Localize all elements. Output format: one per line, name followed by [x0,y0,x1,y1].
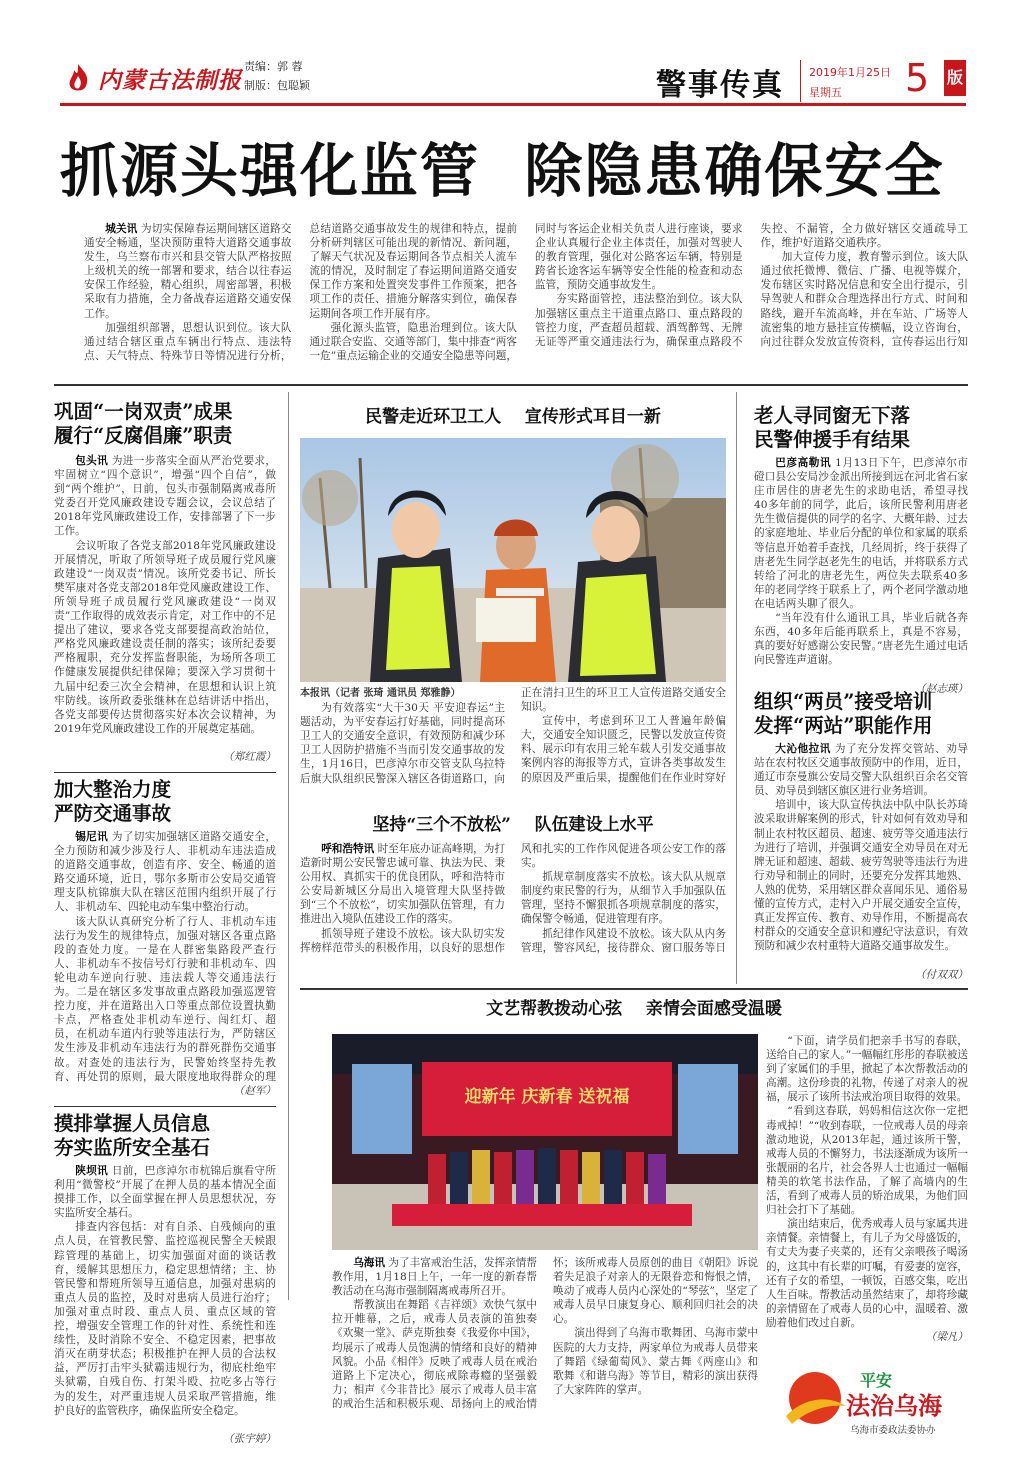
section-divider [54,772,276,773]
article-dalaite [754,690,968,982]
section-divider [54,1106,276,1107]
lead-paragraph: 夯实路面管控，违法整治到位。该大队加强辖区重点主干道重点路口、重点路段的管控力度，严查超员超载、酒驾醉驾、无牌无证等严重交通违法行为，确保重点路段不失控、不漏管，全力做好辖区交通疏导工作，维护好道路交通秩序。 [535,223,968,348]
page-number: 5 [905,56,930,100]
logo-text: 内蒙古法制报 [98,67,242,94]
lead-article [84,222,968,374]
byline: 城关讯 [105,223,138,235]
article-body: 陕坝讯 日前，巴彦淖尔市杭锦后旗看守所利用“微警校”开展了在押人员的基本情况全面摸排工作，以全面掌握在押人员思想状况，夯实监所安全基石。 排查内容包括：对有自杀、自残倾向的重点人员，在管教民警、监控巡视民警全天候跟踪管理的基础上，切实加强面对面的谈话教育，缓解其思想压力，稳定思想情绪；主、协管民警和帮班所领导互通信息，加强对患病的重点人员的监控，及时对患病人员进行治疗；加强对重点时段、重点人员、重点区域的管控，增强安全管理工作的针对性、系统性和连续性，及时消除不安全、不稳定因素，把事故消灭在萌芽状态；积极推护在押人员的合法权益，严厉打击牢头狱霸违规行为，彻底杜绝牢头狱霸，自残自伤、打架斗殴、拉吃多占等行为的发生，对严重违规人员采取严管措施，维护良好的监管秩序，确保监所安全稳定。 [54,1165,276,1417]
photo-illustration [332,1034,758,1250]
newspaper-logo [62,58,242,98]
article-baotou [54,400,276,764]
ping-an-wuhai-logo [780,1364,968,1454]
article-title-line1: 加大整治力度 [54,778,172,801]
byline: 呼和浩特讯 [321,843,375,855]
masthead [0,0,1024,110]
layout-line: 制版：包聪颖 [244,79,310,92]
photo-police-and-sanitation-worker [300,438,726,682]
article-sanitation-body: 本报讯（记者 张琦 通讯员 郑雅静） 为有效落实“大干30天 平安迎春运”主题活动，为平安春运打好基础，同时提高环卫工人的交通安全意识，有效预防和减少环卫工人因防护措施不当而引发交通事故的发生，1月16日，巴彦淖尔市交管支队乌拉特后旗大队组织民警深入辖区各街道路口，向正在清扫卫生的环卫工人宣传道路交通安全知识。 宣传中，考虑到环卫工人普遍年龄偏大，交通安全知识匮乏，民警以发放宣传资料、展示印有农用三轮车载人引发交通事故案例内容的海报等方式，宣讲各类事故发生的原因及严重后果，提醒他们在作业时穿好 [300,687,726,785]
article-wuhai-title: 文艺帮教拨动心弦 亲情会面感受温暖 [486,999,782,1019]
photo-illustration [300,438,726,682]
logo-sub: 乌海市委政法委协办 [850,1425,936,1436]
lead-paragraph: 城关讯 为切实保障春运期间辖区道路交通安全畅通，坚决预防重特大道路交通事故发生，乌兰察布市兴和县交管大队严格按照上级机关的统一部署和要求，结合以往春运安保工作经验，精心组织，周密部署，积极采取有力措施，全力备战春运道路交通安保工作。 [84,223,292,320]
article-title-line1: 摸排掌握人员信息 [54,1112,211,1135]
section-title: 警事传真 [656,68,784,103]
logo-line1: 平安 [860,1371,893,1390]
article-body: 大沁他拉讯 为了充分发挥交管站、劝导站在农村牧区交通事故预防中的作用，近日，通辽市奈曼旗公安局交警大队组织百余名交管员、劝导员到辖区旗区进行业务培训。 培训中，该大队宣传执法中队中队长苏琦波采取讲解案例的形式，针对如何有效劝导和制止农村牧区超员、超速、疲劳等交通违法行为进行了培训，并强调交通安全劝导员在对无牌无证和超速、超载、疲劳驾驶等违法行为进行劝导和制止的同时，还要充分发挥其地熟、人熟的优势，采用辖区群众喜闻乐见、通俗易懂的宣传方式，走村入户开展交通安全宣传，真正发挥宣传、教育、劝导作用，不断提高农村群众的交通安全意识和遵纪守法意识，有效预防和减少农村重特大道路交通事故发生。 [754,743,968,953]
column-divider [288,392,289,1300]
masthead-rule [60,103,966,106]
byline: 乌海讯 [353,1257,386,1269]
article-title-line1: 老人寻同窗无下落 [754,404,911,427]
byline: 大沁他拉讯 [775,743,831,755]
signature: （梁凡） [925,1330,968,1343]
section-divider [300,988,968,990]
article-wuhai-body: 乌海讯 为了丰富戒治生活，发挥亲情帮教作用，1月18日上午，一年一度的新春帮教活动在乌海市强制隔离戒毒所召开。 帮教演出在舞蹈《吉祥颂》欢快气氛中拉开帷幕，之后，戒毒人员表演的笛独奏《欢聚一堂》、萨克斯独奏《我爱你中国》，均展示了戒毒人员饱满的情绪和良好的精神风貌。小品《相伴》反映了戒毒人员在戒治道路上下定决心，彻底戒除毒瘾的坚强毅力；相声《今非昔比》展示了戒毒人员丰富的戒治生活和积极乐观、昂扬向上的戒治情怀；该所戒毒人员原创的曲目《朝阳》诉说着失足浪子对亲人的无限眷恋和悔恨之情，唤动了戒毒人员内心深处的“琴弦”，坚定了戒毒人员早日康复身心、顺利回归社会的决心。 演出得到了乌海市歌舞团、乌海市蒙中医院的大力支持，两家单位为戒毒人员带来了舞蹈《绿葡萄风》、蒙古舞《两座山》和歌舞《和谐乌海》等节目，精彩的演出获得了大家阵阵的掌声。 [332,1257,758,1410]
lead-paragraph: 强化源头监管，隐患治理到位。该大队通过联合安监、交通等部门，集中排查“两客一危”重点运输企业的交通安全隐患等问题，同时与客运企业相关负责人进行座谈，要求企业认真履行企业主体责任，加强对驾驶人的教育管理，强化对公路客运车辆，特别是跨省长途客运车辆等安全性能的检查和动态监管，预防交通事故发生。 [309,223,743,362]
signature: （赵军） [233,1085,276,1097]
stage-banner-text: 迎新年 庆新春 送祝福 [464,1087,630,1107]
lead-paragraph: 加强组织部署，思想认识到位。该大队通过结合辖区重点车辆出行特点、违法特点、天气特点、特殊节日等情况进行分析，总结道路交通事故发生的规律和特点，提前分析研判辖区可能出现的新情况、新问题，了解天气状况及春运期间各节点相关人流车流的情况，及时制定了春运期间道路交通安保工作方案和处置突发事件工作预案，把各项工作的责任、措施分解落实到位，确保春运期间各项工作开展有序。 [84,223,517,362]
section-divider [54,384,968,386]
article-title-line2: 履行“反腐倡廉”职责 [54,424,233,447]
byline: 锡尼讯 [75,831,109,843]
byline: 陕坝讯 [75,1165,109,1177]
article-wuhai-body-continued: “下面，请学员们把亲手书写的春联，送给自己的家人。”一幅幅红彤彤的春联被送到了家属们的手里，掀起了本次帮教活动的高潮。这份珍贵的礼物，传递了对亲人的祝福，展示了该所书法戒治项目取得的效果。 “看到这春联，妈妈相信这次你一定把毒戒掉！”“收到春联，一位戒毒人员的母亲激动地说，从2013年起，通过该所干警，戒毒人员的不懈努力，书法逐渐成为该所一张靓丽的名片，社会各界人士也通过一幅幅精美的软笔书法作品，了解了高墙内的生活，看到了戒毒人员的矫治成果，为他们回归社会打下了基础。 演出结束后，优秀戒毒人员与家属共进亲情餐。亲情餐上，有儿子为父母盛饭的，有丈夫为妻子夹菜的，还有父亲喂孩子喝汤的，这其中有长辈的叮嘱，有爱妻的宽容，还有子女的希望，一顿饭，百感交集，吃出人生百味。帮教活动虽然结束了，却将珍藏的亲情留在了戒毒人员的心中，温暖着、激励着他们改过自新。 （梁凡） [766,1035,968,1343]
article-title-line2: 严防交通事故 [54,802,172,825]
article-title-line2: 发挥“两站”职能作用 [754,714,933,737]
issue-weekday: 星期五 [809,86,842,99]
article-shanba [54,1112,276,1446]
article-title-line1: 组织“两员”接受培训 [754,690,933,713]
article-hohhot-title: 坚持“三个不放松” 队伍建设上水平 [372,815,654,835]
article-xilinhot [54,778,276,1098]
column-divider [736,392,737,984]
article-body: 锡尼讯 为了切实加强辖区道路交通安全，全力预防和减少涉及行人、非机动车违法造成的道路交通事故，创造有序、安全、畅通的道路交通环境，近日，鄂尔多斯市公安局交通管理支队杭锦旗大队在辖区范围内组织开展了行人、非机动车、四轮电动车集中整治行动。 该大队认真研究分析了行人、非机动车违法行为发生的规律特点，加强对辖区各重点路段的查处力度。一是在人群密集路段严查行人、非机动车不按信号灯行驶和非机动车、四轮电动车逆向行驶、违法载人等交通违法行为。二是在辖区多发事故重点路段加强巡逻管控力度，并在道路出入口等重点部位设置执勤卡点，严格查处非机动车逆行、闯红灯、超员，在机动车道内行驶等违法行为，严防辖区发生涉及非机动车违法行为的群死群伤交通事故。对查处的违法行为，民警始终坚持先教育、再处罚的原则，最大限度地取得群众的理 [54,831,276,1083]
article-body: 巴彦高勒讯 1月13日下午，巴彦淖尔市磴口县公安局沙金派出所接到远在河北省石家庄市居住的唐老先生的求助电话，希望寻找40多年前的同学，此后，该所民警利用唐老先生微信提供的同学的名字、大概年龄、过去的家庭地址、毕业后分配的单位和家属的联系等信息开始着手查找，几经周折，终于获得了唐老先生同学赵老先生的电话，并将联系方式转给了河北的唐老先生，两位失去联系40多年的老同学终于联系上了，两个老同学激动地在电话两头聊了很久。 “当年没有什么通讯工具，毕业后就各奔东西，40多年后能再联系上，真是不容易，真的要好好感谢公安民警。”唐老先生通过电话向民警连声道谢。 [754,457,968,667]
signature: （郑红霞） [223,751,276,763]
article-body: 包头讯 为进一步落实全面从严治党要求，牢固树立“四个意识”，增强“四个自信”，做到“两个维护”，日前，包头市强制隔离戒毒所党委召开党风廉政建设专题会议，会议总结了2018年党风廉政建设工作，安排部署了下一步工作。 会议听取了各党支部2018年党风廉政建设开展情况，听取了所领导班子成员履行党风廉政建设“一岗双责”情况。该所党委书记、所长樊军康对各党支部2018年党风廉政建设工作、所领导班子成员履行党风廉政建设“一岗双责”工作取得的成效表示肯定，对工作中的不足提出了建议，要求各党支部要提高政治站位，严格党风廉政建设责任制的落实；该所纪委要严格履职，充分发挥监督职能，为场所各项工作健康发展提供纪律保障；要深入学习贯彻十九届中纪委三次全会精神，在思想和认识上筑牢防线。该所政委张继林在总结讲话中指出，各党支部要传达贯彻落实好本次会议精神，为2019年党风廉政建设工作的开展奠定基础。 [54,455,276,735]
editor-line: 责编：郭 蓉 [244,60,303,73]
article-title-line2: 夯实监所安全基石 [54,1136,211,1159]
logo-flame-icon [62,62,94,94]
article-title-line1: 巩固“一岗双责”成果 [54,400,233,423]
photo-stage-group [332,1034,758,1250]
sun-swoosh-icon [780,1366,850,1436]
byline: 包头讯 [75,455,109,467]
signature: （张宇婷） [223,1433,276,1445]
lead-paragraph: 加大宣传力度，教育警示到位。该大队通过依托微博、微信、广播、电视等媒介，发布辖区实时路况信息和安全出行提示，引导驾驶人和群众合理选择出行方式、时间和路线，避开车流高峰，并在车站、广场等人流密集的地方悬挂宣传横幅，设立咨询台，向过往群众发放宣传资料，宣传春运出行知 [760,251,968,348]
date-box [800,60,903,102]
logo-line2: 法治乌海 [846,1391,942,1420]
article-hohhot-body: 呼和浩特讯 时至年底办证高峰期，为打造新时期公安民警忠诚可靠、执法为民、秉公用权、真抓实干的优良团队，呼和浩特市公安局新城区分局出入境管理大队坚持做到“三个不放松”，切实加强队伍管理，有力推进出入境队伍建设工作的落实。 抓领导班子建设不放松。该大队切实发挥榜样范带头的积极作用，以良好的思想作风和扎实的工作作风促进各项公安工作的落实。 抓规章制度落实不放松。该大队从规章制度约束民警的行为，从细节入手加强队伍管理，坚持不懈狠抓各项规章制度的落实，确保警令畅通，促进管理有序。 抓纪律作风建设不放松。该大队从内务管理，警容风纪，接待群众、窗口服务等日 [300,843,726,954]
main-headline: 抓源头强化监管 除隐患确保安全 [60,137,945,205]
byline: 巴彦高勒讯 [775,457,832,469]
photo-caption: 本报讯（记者 张琦 通讯员 郑雅静） [300,688,461,699]
article-bayanhot [754,404,968,696]
page-label: 版 [944,60,966,96]
signature: （付双双） [915,969,968,981]
article-title-line2: 民警伸援手有结果 [754,428,911,451]
signature: （赵志瑛） [915,683,968,695]
issue-date: 2019年1月25日 [809,66,891,79]
article-sanitation-title: 民警走近环卫工人 宣传形式耳目一新 [365,407,661,427]
